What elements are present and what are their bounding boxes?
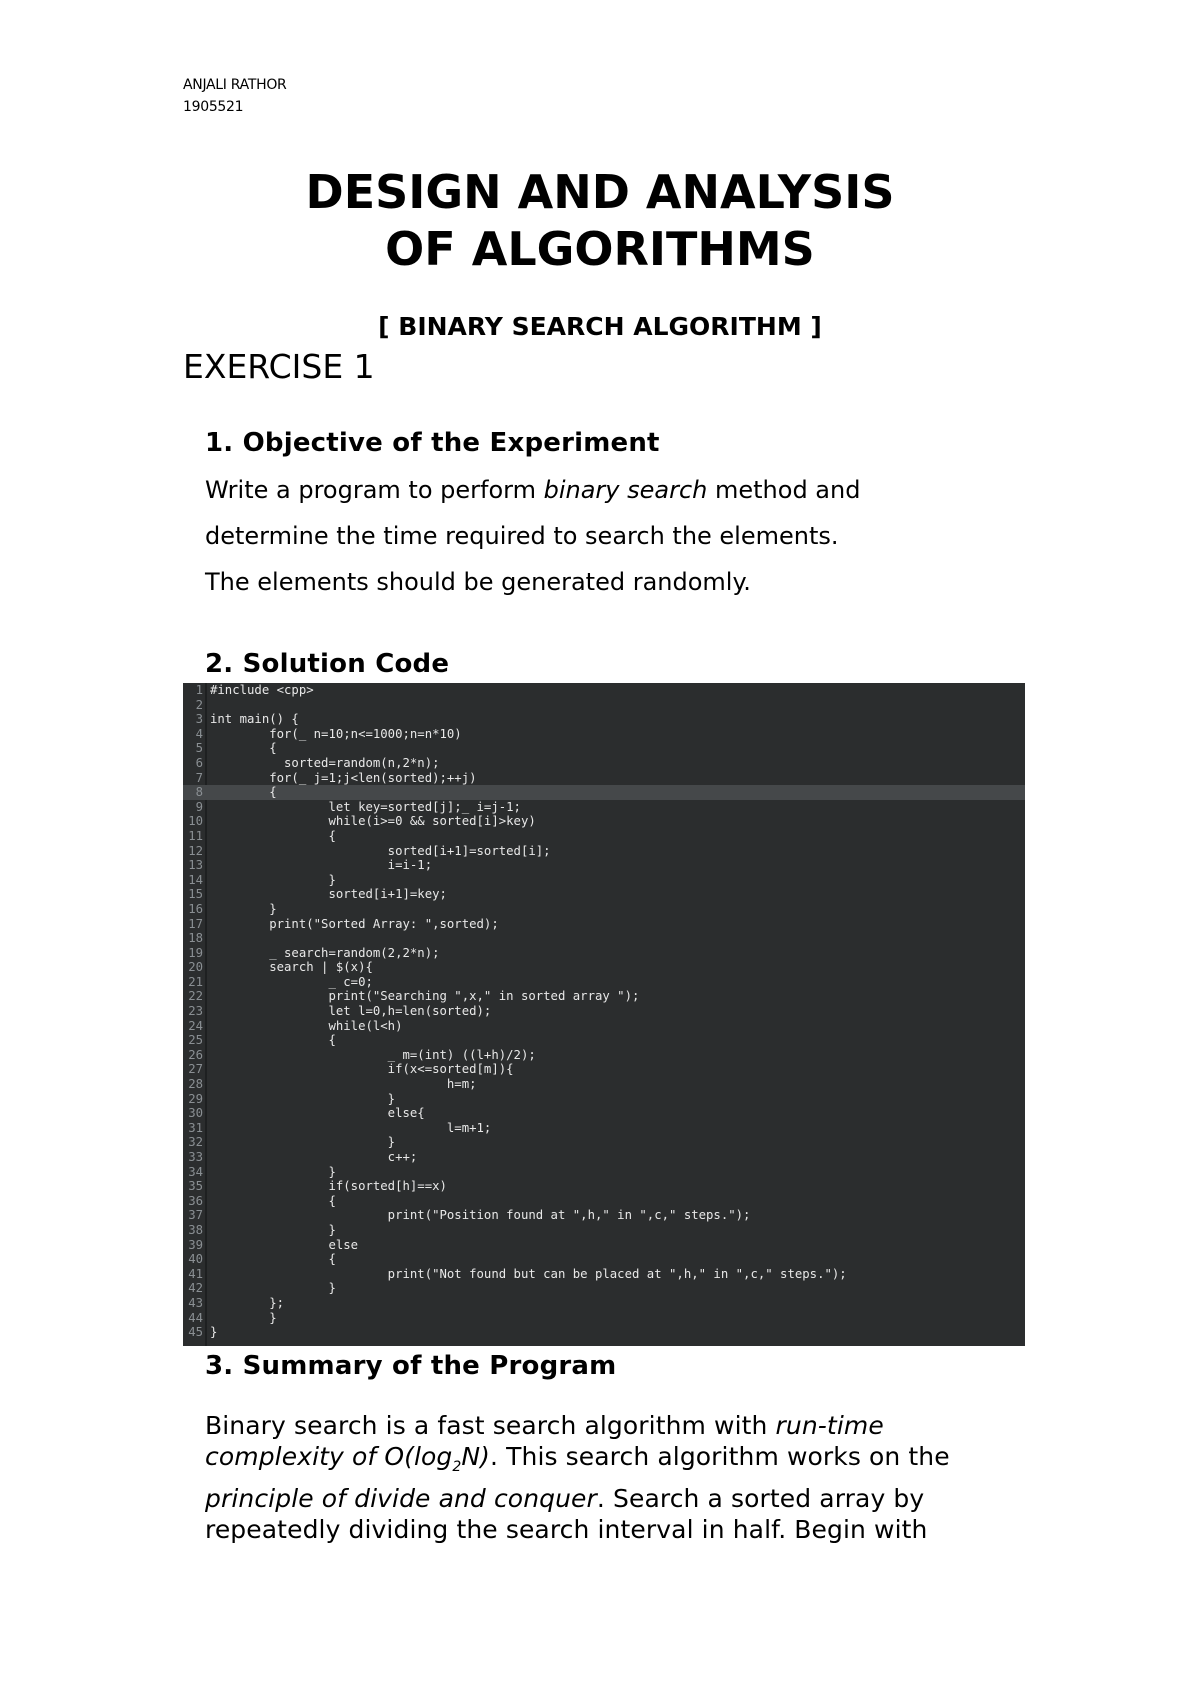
code-line (183, 1296, 1025, 1311)
code-line (183, 829, 1025, 844)
line-number: 40 (188, 1252, 203, 1267)
code-screenshot (183, 683, 1025, 1346)
line-number: 15 (188, 887, 203, 902)
code-text: }; (210, 1295, 285, 1310)
line-number: 20 (188, 960, 203, 975)
objective-line-1 (205, 467, 1025, 513)
line-number: 21 (188, 974, 203, 989)
code-line (183, 712, 1025, 727)
line-number: 26 (188, 1047, 203, 1062)
code-text: } (210, 901, 277, 916)
summary-em1b: N) (461, 1442, 491, 1471)
code-text: if(sorted[h]==x) (210, 1179, 447, 1194)
objective-line-2: determine the time required to search the elements. (205, 522, 839, 550)
code-text: } (210, 1091, 396, 1106)
author-name: ANJALI RATHOR (183, 77, 287, 93)
line-number: 45 (188, 1325, 203, 1340)
code-text: { (210, 785, 277, 800)
line-number: 19 (188, 945, 203, 960)
line-number: 44 (188, 1310, 203, 1325)
code-line (183, 1048, 1025, 1063)
code-text: for(_ j=1;j<len(sorted);++j) (210, 770, 477, 785)
line-number: 13 (188, 858, 203, 873)
line-number: 27 (188, 1062, 203, 1077)
code-line (183, 1311, 1025, 1326)
code-text: _ c=0; (210, 974, 373, 989)
line-number: 25 (188, 1033, 203, 1048)
code-line (183, 1208, 1025, 1223)
code-line (183, 1121, 1025, 1136)
code-text: int main() { (210, 712, 299, 727)
code-text: _ m=(int) ((l+h)/2); (210, 1047, 536, 1062)
code-line (183, 785, 1025, 800)
code-text: print("Position found at ",h," in ",c," steps."); (210, 1208, 751, 1223)
code-line (183, 1252, 1025, 1267)
code-text: #include <cpp> (210, 683, 314, 697)
line-number: 16 (188, 901, 203, 916)
code-text: else (210, 1237, 359, 1252)
line-number: 18 (188, 931, 203, 946)
document-title (0, 164, 1200, 278)
code-text: } (210, 1281, 336, 1296)
line-number: 3 (195, 712, 203, 727)
line-number: 23 (188, 1004, 203, 1019)
code-line (183, 1019, 1025, 1034)
code-line (183, 1092, 1025, 1107)
code-line (183, 931, 1025, 946)
code-line (183, 771, 1025, 786)
code-text: sorted[i+1]=sorted[i]; (210, 843, 551, 858)
line-number: 12 (188, 843, 203, 858)
code-text: search | $(x){ (210, 960, 373, 975)
code-line (183, 1106, 1025, 1121)
line-number: 11 (188, 828, 203, 843)
summary-text (205, 1410, 1025, 1545)
code-line (183, 844, 1025, 859)
code-line (183, 683, 1025, 698)
summary-t2: . This search algorithm works on the (490, 1442, 950, 1471)
code-line (183, 800, 1025, 815)
objective-heading: 1. Objective of the Experiment (205, 428, 660, 458)
code-text: else{ (210, 1106, 425, 1121)
line-number: 17 (188, 916, 203, 931)
line-number: 35 (188, 1179, 203, 1194)
summary-t1: Binary search is a fast search algorithm with (205, 1411, 776, 1440)
line-number: 8 (195, 785, 203, 800)
line-number: 41 (188, 1266, 203, 1281)
exercise-label: EXERCISE 1 (183, 347, 375, 386)
code-text: h=m; (210, 1077, 477, 1092)
line-number: 38 (188, 1222, 203, 1237)
code-text: print("Not found but can be placed at ",h," in ",c," steps."); (210, 1266, 847, 1281)
document-subtitle: [ BINARY SEARCH ALGORITHM ] (378, 312, 822, 341)
code-text: let key=sorted[j];_ i=j-1; (210, 799, 521, 814)
code-line (183, 814, 1025, 829)
code-text: } (210, 1222, 336, 1237)
code-line (183, 1238, 1025, 1253)
code-line (183, 946, 1025, 961)
code-line (183, 1004, 1025, 1019)
code-text: l=m+1; (210, 1120, 492, 1135)
code-text: let l=0,h=len(sorted); (210, 1004, 492, 1019)
code-line (183, 858, 1025, 873)
code-line (183, 1033, 1025, 1048)
code-text: } (210, 1164, 336, 1179)
line-number: 9 (195, 799, 203, 814)
code-line (183, 1135, 1025, 1150)
code-text: } (210, 1325, 218, 1340)
summary-em2: principle of divide and conquer (205, 1484, 597, 1513)
code-lines (183, 683, 1025, 1340)
line-number: 37 (188, 1208, 203, 1223)
code-text: { (210, 828, 336, 843)
code-text: while(i>=0 && sorted[i]>key) (210, 814, 536, 829)
code-line (183, 989, 1025, 1004)
code-text: if(x<=sorted[m]){ (210, 1062, 514, 1077)
code-line (183, 756, 1025, 771)
line-number: 29 (188, 1091, 203, 1106)
line-number: 2 (195, 697, 203, 712)
code-line (183, 960, 1025, 975)
code-text: sorted[i+1]=key; (210, 887, 447, 902)
line-number: 7 (195, 770, 203, 785)
line-number: 10 (188, 814, 203, 829)
code-text: _ search=random(2,2*n); (210, 945, 440, 960)
objective-line-1-pre: Write a program to perform (205, 476, 544, 504)
code-text: sorted=random(n,2*n); (210, 755, 440, 770)
summary-heading: 3. Summary of the Program (205, 1351, 617, 1381)
code-text: print("Sorted Array: ",sorted); (210, 916, 499, 931)
line-number: 22 (188, 989, 203, 1004)
solution-heading: 2. Solution Code (205, 649, 450, 679)
line-number: 5 (195, 741, 203, 756)
code-text: { (210, 1252, 336, 1267)
code-line (183, 1179, 1025, 1194)
code-line (183, 1267, 1025, 1282)
objective-text (205, 467, 1025, 605)
code-text: i=i-1; (210, 858, 433, 873)
code-text: } (210, 1310, 277, 1325)
code-text: { (210, 1193, 336, 1208)
line-number: 24 (188, 1018, 203, 1033)
line-number: 33 (188, 1150, 203, 1164)
summary-t3: . Search a sorted array by repeatedly dividing the search interval in half. Begin with (205, 1484, 928, 1544)
line-number: 43 (188, 1295, 203, 1310)
code-line (183, 887, 1025, 902)
code-text: print("Searching ",x," in sorted array "); (210, 989, 640, 1004)
code-text: { (210, 741, 277, 756)
summary-em1-text: run-time complexity of O(log (205, 1411, 884, 1471)
code-line (183, 902, 1025, 917)
code-line (183, 1223, 1025, 1238)
code-line (183, 1062, 1025, 1077)
author-block (183, 74, 286, 118)
code-text: while(l<h) (210, 1018, 403, 1033)
code-line (183, 727, 1025, 742)
code-text: { (210, 1033, 336, 1048)
code-text: } (210, 872, 336, 887)
code-line (183, 975, 1025, 990)
line-number: 32 (188, 1135, 203, 1150)
line-number: 28 (188, 1077, 203, 1092)
line-number: 36 (188, 1193, 203, 1208)
code-line (183, 1281, 1025, 1296)
code-line (183, 1165, 1025, 1180)
code-line (183, 698, 1025, 713)
line-number: 4 (195, 726, 203, 741)
summary-sub: 2 (452, 1459, 462, 1475)
line-number: 34 (188, 1164, 203, 1179)
student-id: 1905521 (183, 99, 244, 115)
code-line (183, 1150, 1025, 1165)
title-line-1: DESIGN AND ANALYSIS (305, 165, 895, 219)
line-number: 14 (188, 872, 203, 887)
line-number: 30 (188, 1106, 203, 1121)
title-line-2: OF ALGORITHMS (385, 222, 815, 276)
code-text: for(_ n=10;n<=1000;n=n*10) (210, 726, 462, 741)
objective-line-3: The elements should be generated randomly. (205, 568, 751, 596)
code-text: c++; (210, 1150, 418, 1164)
code-line (183, 741, 1025, 756)
code-line (183, 1325, 1025, 1340)
objective-line-1-em: binary search (543, 476, 708, 504)
line-number: 1 (195, 683, 203, 697)
line-number: 31 (188, 1120, 203, 1135)
objective-line-1-post: method and (707, 476, 861, 504)
line-number: 42 (188, 1281, 203, 1296)
code-line (183, 873, 1025, 888)
code-line (183, 1077, 1025, 1092)
code-line (183, 917, 1025, 932)
code-text: } (210, 1135, 396, 1150)
line-number: 39 (188, 1237, 203, 1252)
code-line (183, 1194, 1025, 1209)
line-number: 6 (195, 755, 203, 770)
